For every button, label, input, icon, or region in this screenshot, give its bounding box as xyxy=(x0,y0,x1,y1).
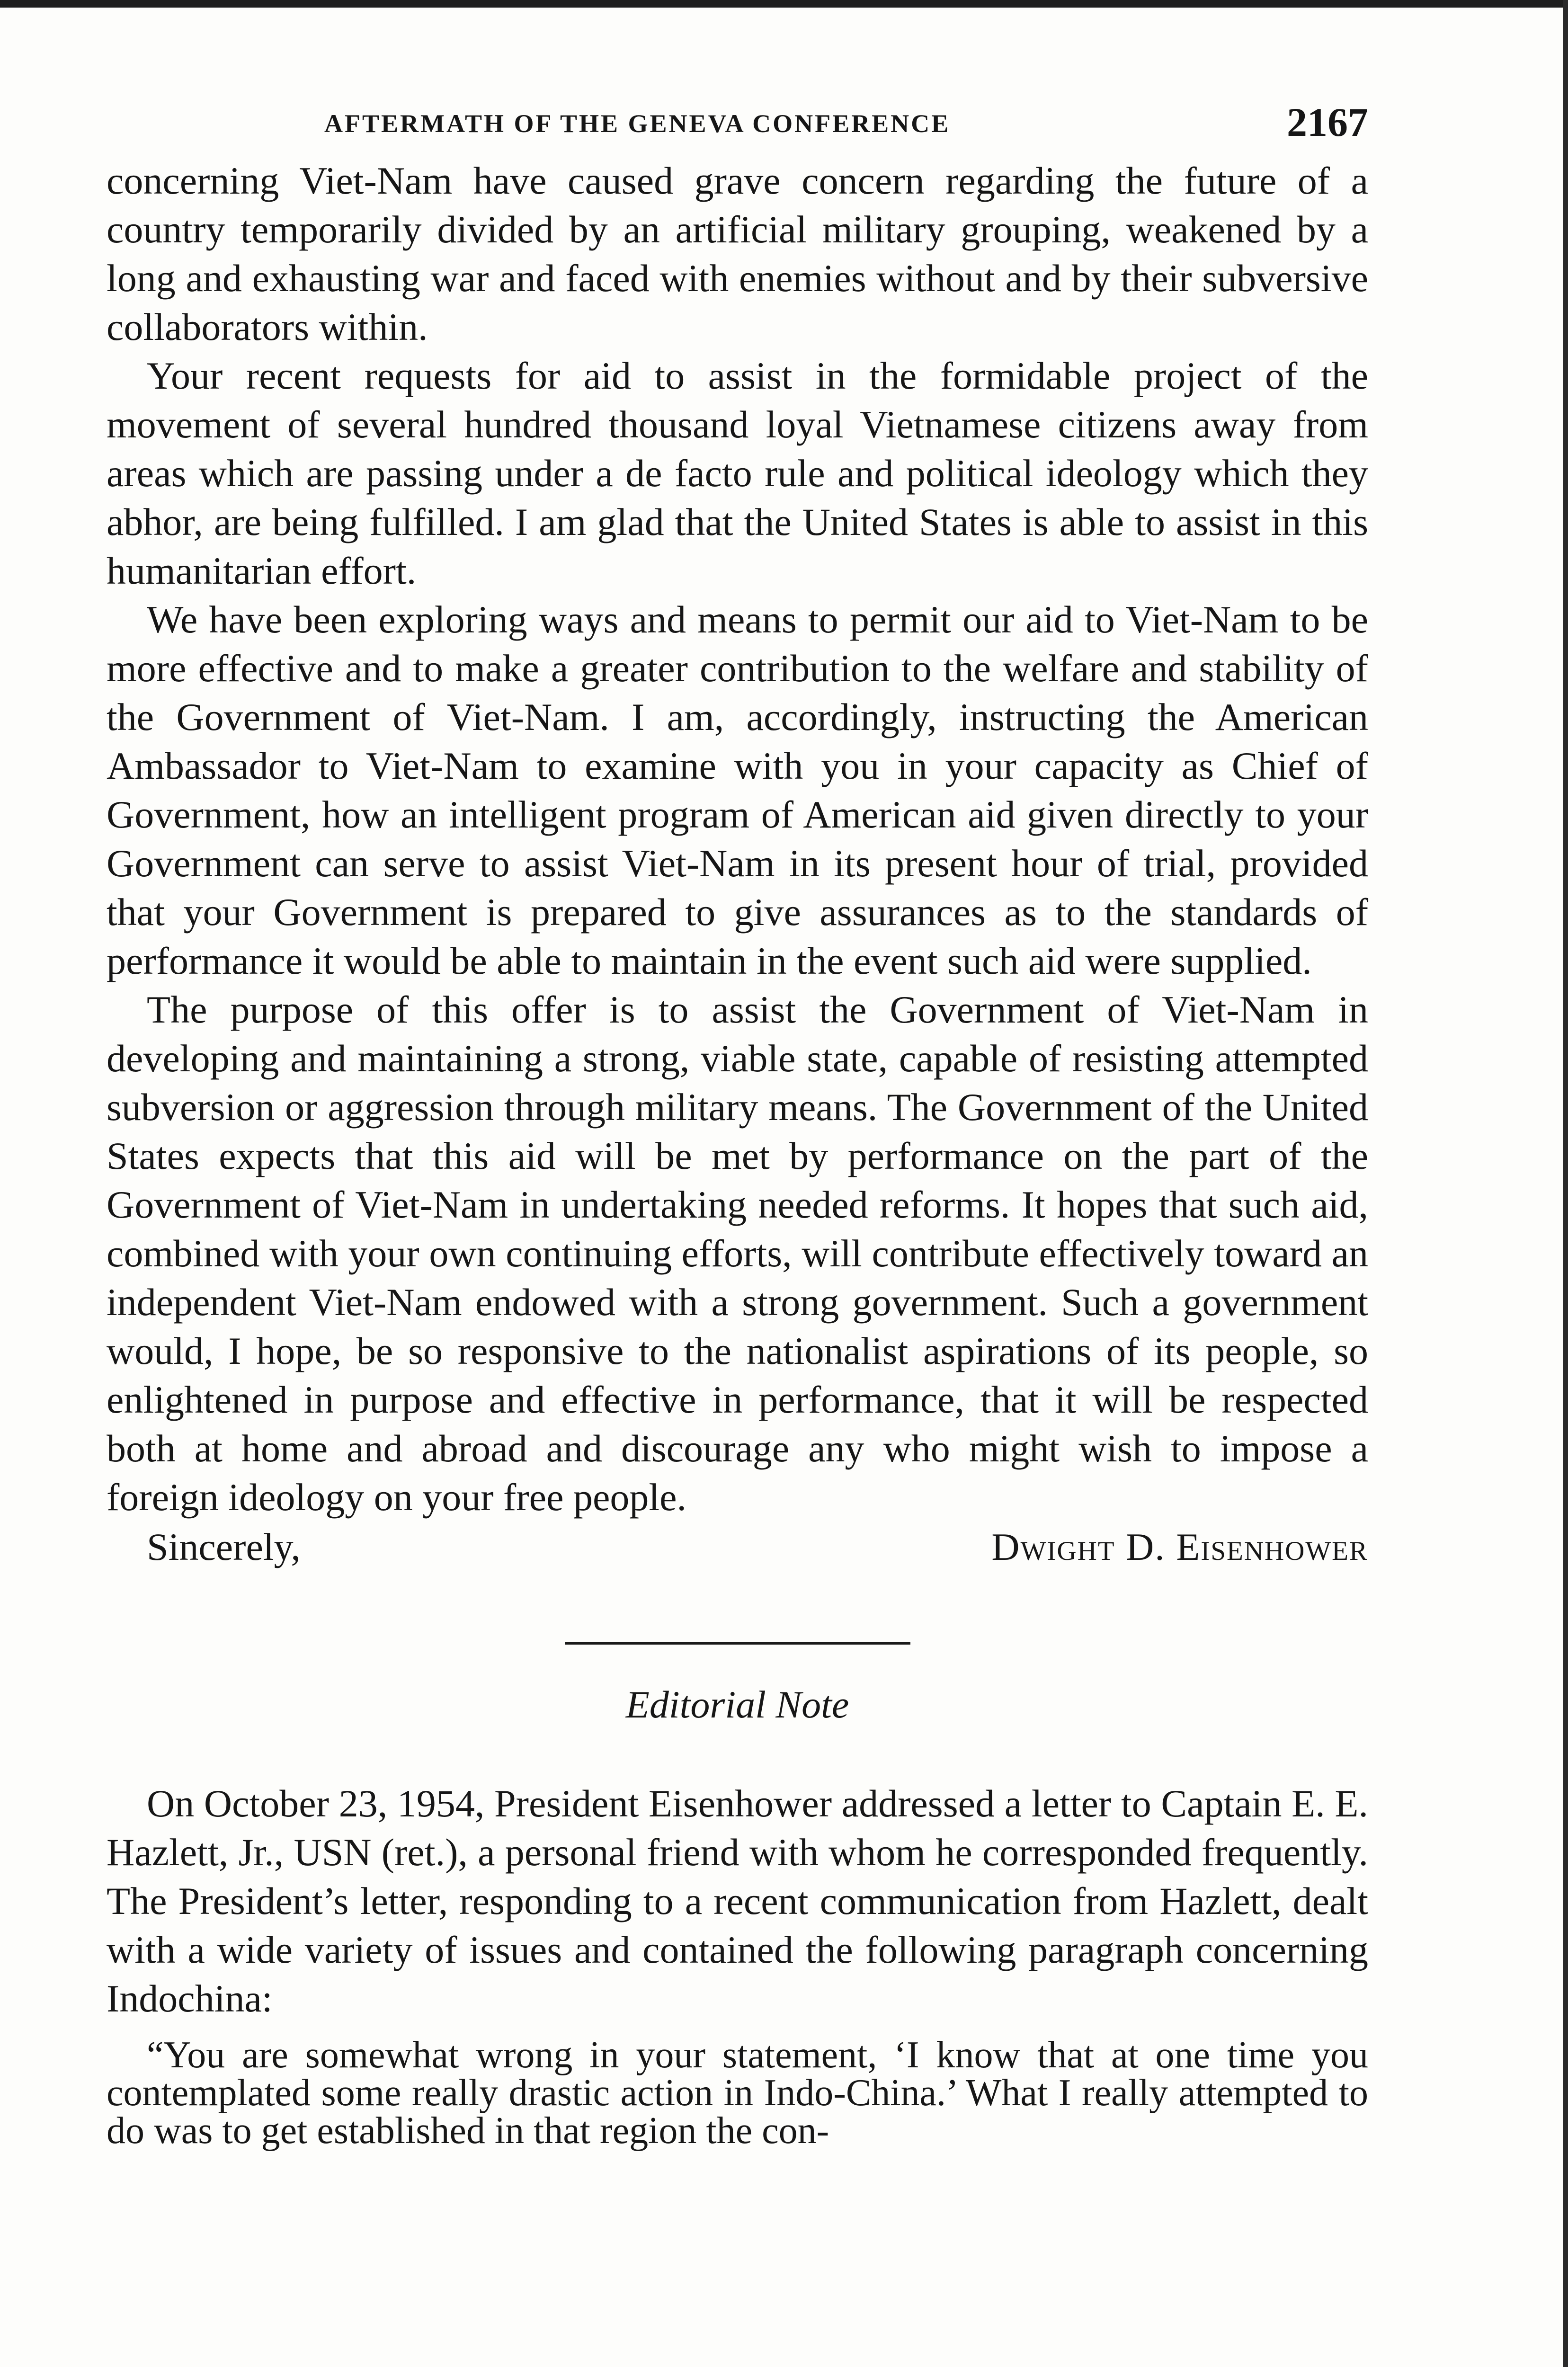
editorial-paragraph: On October 23, 1954, President Eisenhower addressed a letter to Captain E. E. Hazlett, Jr., USN (ret.), a personal friend with whom he corresponded frequently. The President’s letter, responding to a recent communication from Hazlett, dealt with a wide variety of issues and contained the following paragraph concerning Indochina: xyxy=(107,1782,1368,2020)
letter-closing-line xyxy=(107,1522,1368,1571)
quoted-paragraph: “You are somewhat wrong in your statement, ‘I know that at one time you contemplated some really drastic action in Indo-China.’ What I really attempted to do was to get established in that region the con- xyxy=(107,2034,1368,2152)
running-title: AFTERMATH OF THE GENEVA CONFERENCE xyxy=(324,109,951,138)
running-head xyxy=(107,90,1368,156)
letter-body xyxy=(107,156,1368,1522)
quoted-letter xyxy=(107,2036,1368,2150)
document-page xyxy=(107,90,1368,2150)
scan-edge-top xyxy=(0,0,1568,8)
editorial-body xyxy=(107,1779,1368,2023)
section-divider xyxy=(565,1642,910,1645)
page-number: 2167 xyxy=(1287,99,1368,145)
letter-paragraph-3: We have been exploring ways and means to permit our aid to Viet-Nam to be more effective and to make a greater contribution to the welfare and stability of the Government of Viet-Nam. I am, accordingly, instructing the American Ambassador to Viet-Nam to examine with you in your capacity as Chief of Government, how an intelligent program of American aid given directly to your Government can serve to assist Viet-Nam in its present hour of trial, provided that your Government is prepared to give assurances as to the standards of performance it would be able to maintain in the event such aid were supplied. xyxy=(107,598,1368,982)
signature: Dwight D. Eisenhower xyxy=(991,1525,1368,1568)
scan-edge-right xyxy=(1563,0,1568,2367)
letter-paragraph-1: concerning Viet-Nam have caused grave concern regarding the future of a country temporarily divided by an artificial military grouping, weakened by a long and exhausting war and faced with enemies without and by their subversive collaborators within. xyxy=(107,159,1368,348)
closing-salutation: Sincerely, xyxy=(147,1525,301,1568)
letter-paragraph-2: Your recent requests for aid to assist in the formidable project of the movement of several hundred thousand loyal Vietnamese citizens away from areas which are passing under a de facto rule and political ideology which they abhor, are being fulfilled. I am glad that the United States is able to assist in this humanitarian effort. xyxy=(107,354,1368,592)
letter-paragraph-4: The purpose of this offer is to assist the Government of Viet-Nam in developing and maintaining a strong, viable state, capable of resisting attempted subversion or aggression through military means. The Government of the United States expects that this aid will be met by performance on the part of the Government of Viet-Nam in undertaking needed reforms. It hopes that such aid, combined with your own continuing efforts, will contribute effectively toward an independent Viet-Nam endowed with a strong government. Such a government would, I hope, be so responsive to the nationalist aspirations of its people, so enlightened in purpose and effective in performance, that it will be respected both at home and abroad and discourage any who might wish to impose a foreign ideology on your free people. xyxy=(107,988,1368,1519)
editorial-note-heading: Editorial Note xyxy=(625,1683,849,1726)
